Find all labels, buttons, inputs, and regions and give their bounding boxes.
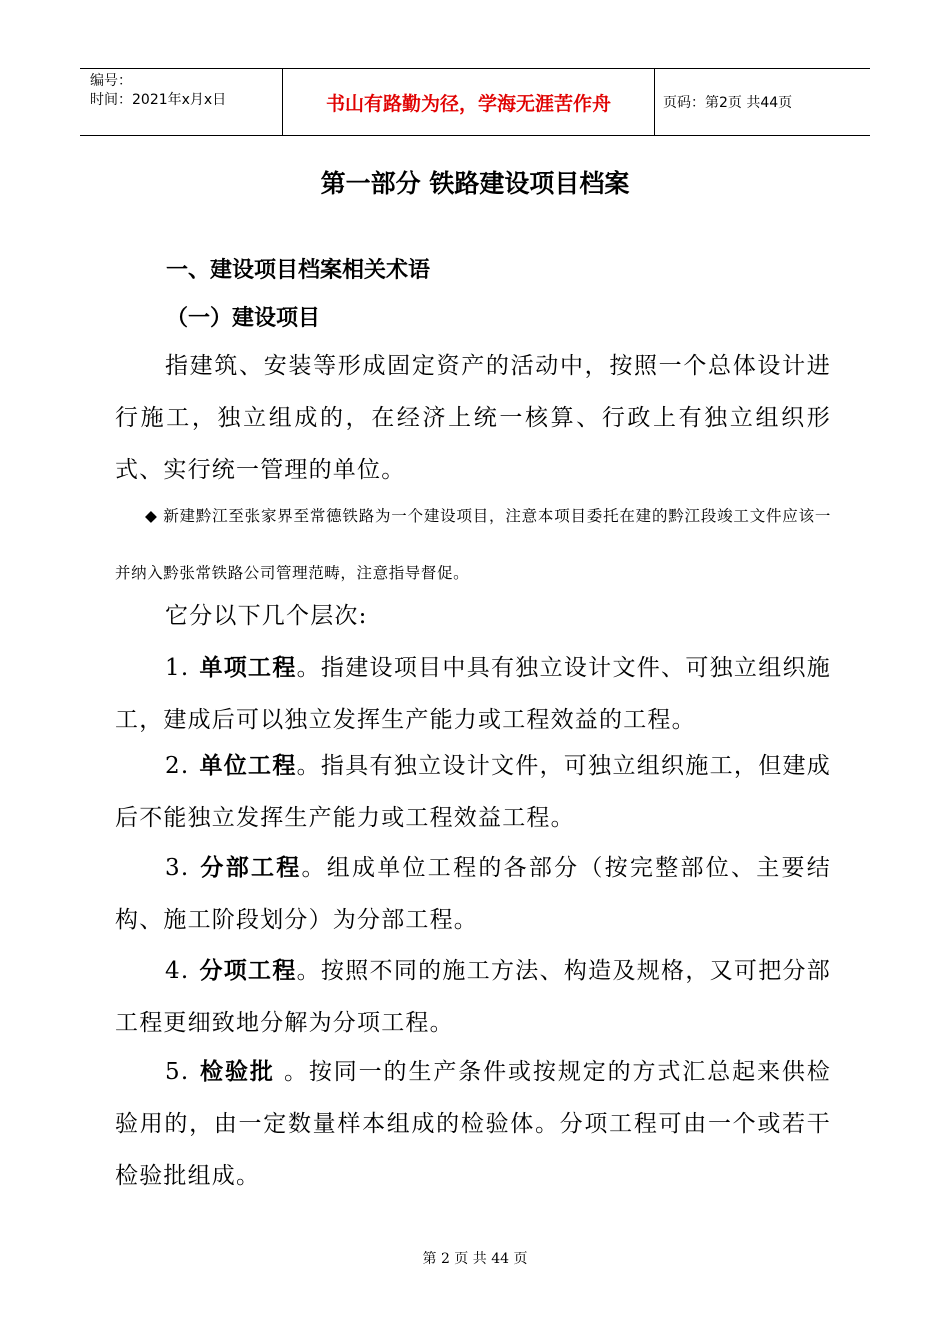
item-term: 检验批 [199, 1059, 275, 1085]
list-item [115, 642, 831, 746]
item-term: 单项工程 [199, 655, 297, 681]
header-motto: 书山有路勤为径，学海无涯苦作舟 [282, 69, 655, 135]
note-paragraph [115, 488, 831, 602]
item-number: 5. [165, 1059, 190, 1085]
diamond-bullet-icon: ◆ [145, 507, 158, 525]
subsection-heading: （一）建设项目 [166, 306, 321, 331]
levels-intro: 它分以下几个层次: [165, 603, 368, 629]
item-number: 3. [165, 855, 190, 881]
note-text: 新建黔江至张家界至常德铁路为一个建设项目，注意本项目委托在建的黔江段竣工文件应该一并纳入黔张常铁路公司管理范畴，注意指导督促。 [115, 507, 831, 582]
item-term: 分项工程 [199, 958, 297, 984]
time-label: 时间：2021年x月x日 [90, 92, 227, 108]
item-text: 。指建设项目中具有独立设计文件、可独立组织施工，建成后可以独立发挥生产能力或工程效益的工程。 [115, 655, 831, 733]
header-page-info: 页码：第2页 共44页 [663, 95, 793, 111]
number-label: 编号： [90, 73, 132, 89]
item-number: 2. [165, 753, 190, 779]
item-term: 分部工程 [199, 855, 302, 881]
list-item [115, 945, 831, 1049]
item-text: 。按照不同的施工方法、构造及规格，又可把分部工程更细致地分解为分项工程。 [115, 958, 831, 1036]
item-text: 。指具有独立设计文件，可独立组织施工，但建成后不能独立发挥生产能力或工程效益工程。 [115, 753, 831, 831]
page-footer: 第 2 页 共 44 页 [422, 1251, 528, 1267]
item-number: 4. [165, 958, 190, 984]
list-item [115, 1046, 831, 1202]
item-text: 。按同一的生产条件或按规定的方式汇总起来供检验用的，由一定数量样本组成的检验体。分项工程可由一个或若干检验批组成。 [115, 1059, 831, 1189]
header-meta [80, 69, 282, 135]
item-number: 1. [165, 655, 190, 681]
definition-paragraph: 指建筑、安装等形成固定资产的活动中，按照一个总体设计进行施工，独立组成的，在经济上统一核算、行政上有独立组织形式、实行统一管理的单位。 [115, 353, 831, 483]
item-text: 。组成单位工程的各部分（按完整部位、主要结构、施工阶段划分）为分部工程。 [115, 855, 831, 933]
section-heading: 一、建设项目档案相关术语 [166, 258, 431, 283]
list-item [115, 740, 831, 844]
page-title: 第一部分 铁路建设项目档案 [320, 169, 630, 198]
list-item [115, 842, 831, 946]
item-term: 单位工程 [199, 753, 297, 779]
page-header [80, 68, 870, 136]
